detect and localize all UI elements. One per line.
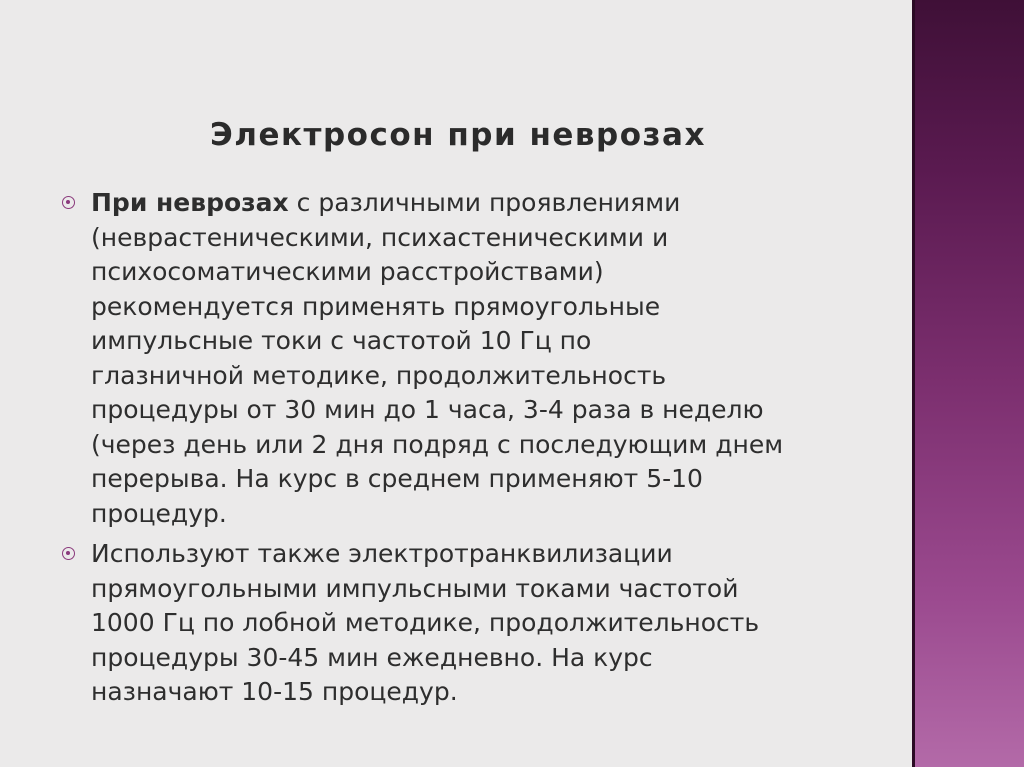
bullet-item-1 — [60, 186, 880, 531]
circle-dot-icon — [62, 196, 75, 209]
slide-content — [60, 186, 880, 710]
bullet-2-line-2: прямоугольными импульсными токами частотой — [91, 573, 739, 603]
decorative-side-bar — [912, 0, 1024, 767]
bullet-1-line-6: глазничной методике, продолжительность — [91, 360, 667, 390]
bullet-2-line-1: Используют также электротранквилизации — [91, 539, 673, 568]
side-bar-edge — [912, 0, 915, 767]
bullet-2-line-5: назначают 10-15 процедур. — [91, 677, 458, 706]
bullet-1-bold-lead: При неврозах — [91, 188, 289, 217]
bullet-1-line-3: психосоматическими расстройствами) — [91, 257, 604, 286]
bullet-1-line-7: процедуры от 30 мин до 1 часа, 3-4 раза в неделю — [91, 395, 764, 424]
bullet-1-line-1-rest: с различными проявлениями — [288, 188, 681, 217]
bullet-1-line-9: перерыва. На курс в среднем применяют 5-10 — [91, 464, 703, 493]
bullet-1-line-1 — [91, 186, 880, 221]
slide-title: Электросон при неврозах — [210, 117, 706, 153]
bullet-1-line-5: импульсные токи с частотой 10 Гц по — [91, 326, 592, 355]
bullet-1-line-10: процедур. — [91, 498, 227, 528]
bullet-2-line-4: процедуры 30-45 мин ежедневно. На курс — [91, 642, 653, 672]
circle-dot-icon — [62, 547, 75, 560]
bullet-1-line-4: рекомендуется применять прямоугольные — [91, 291, 661, 321]
bullet-item-2 — [60, 537, 880, 710]
bullet-1-line-8: (через день или 2 дня подряд с последующим днем — [91, 429, 784, 459]
bullet-1-line-2: (неврастеническими, психастеническими и — [91, 222, 669, 252]
bullet-2-line-3: 1000 Гц по лобной методике, продолжительность — [91, 608, 760, 637]
